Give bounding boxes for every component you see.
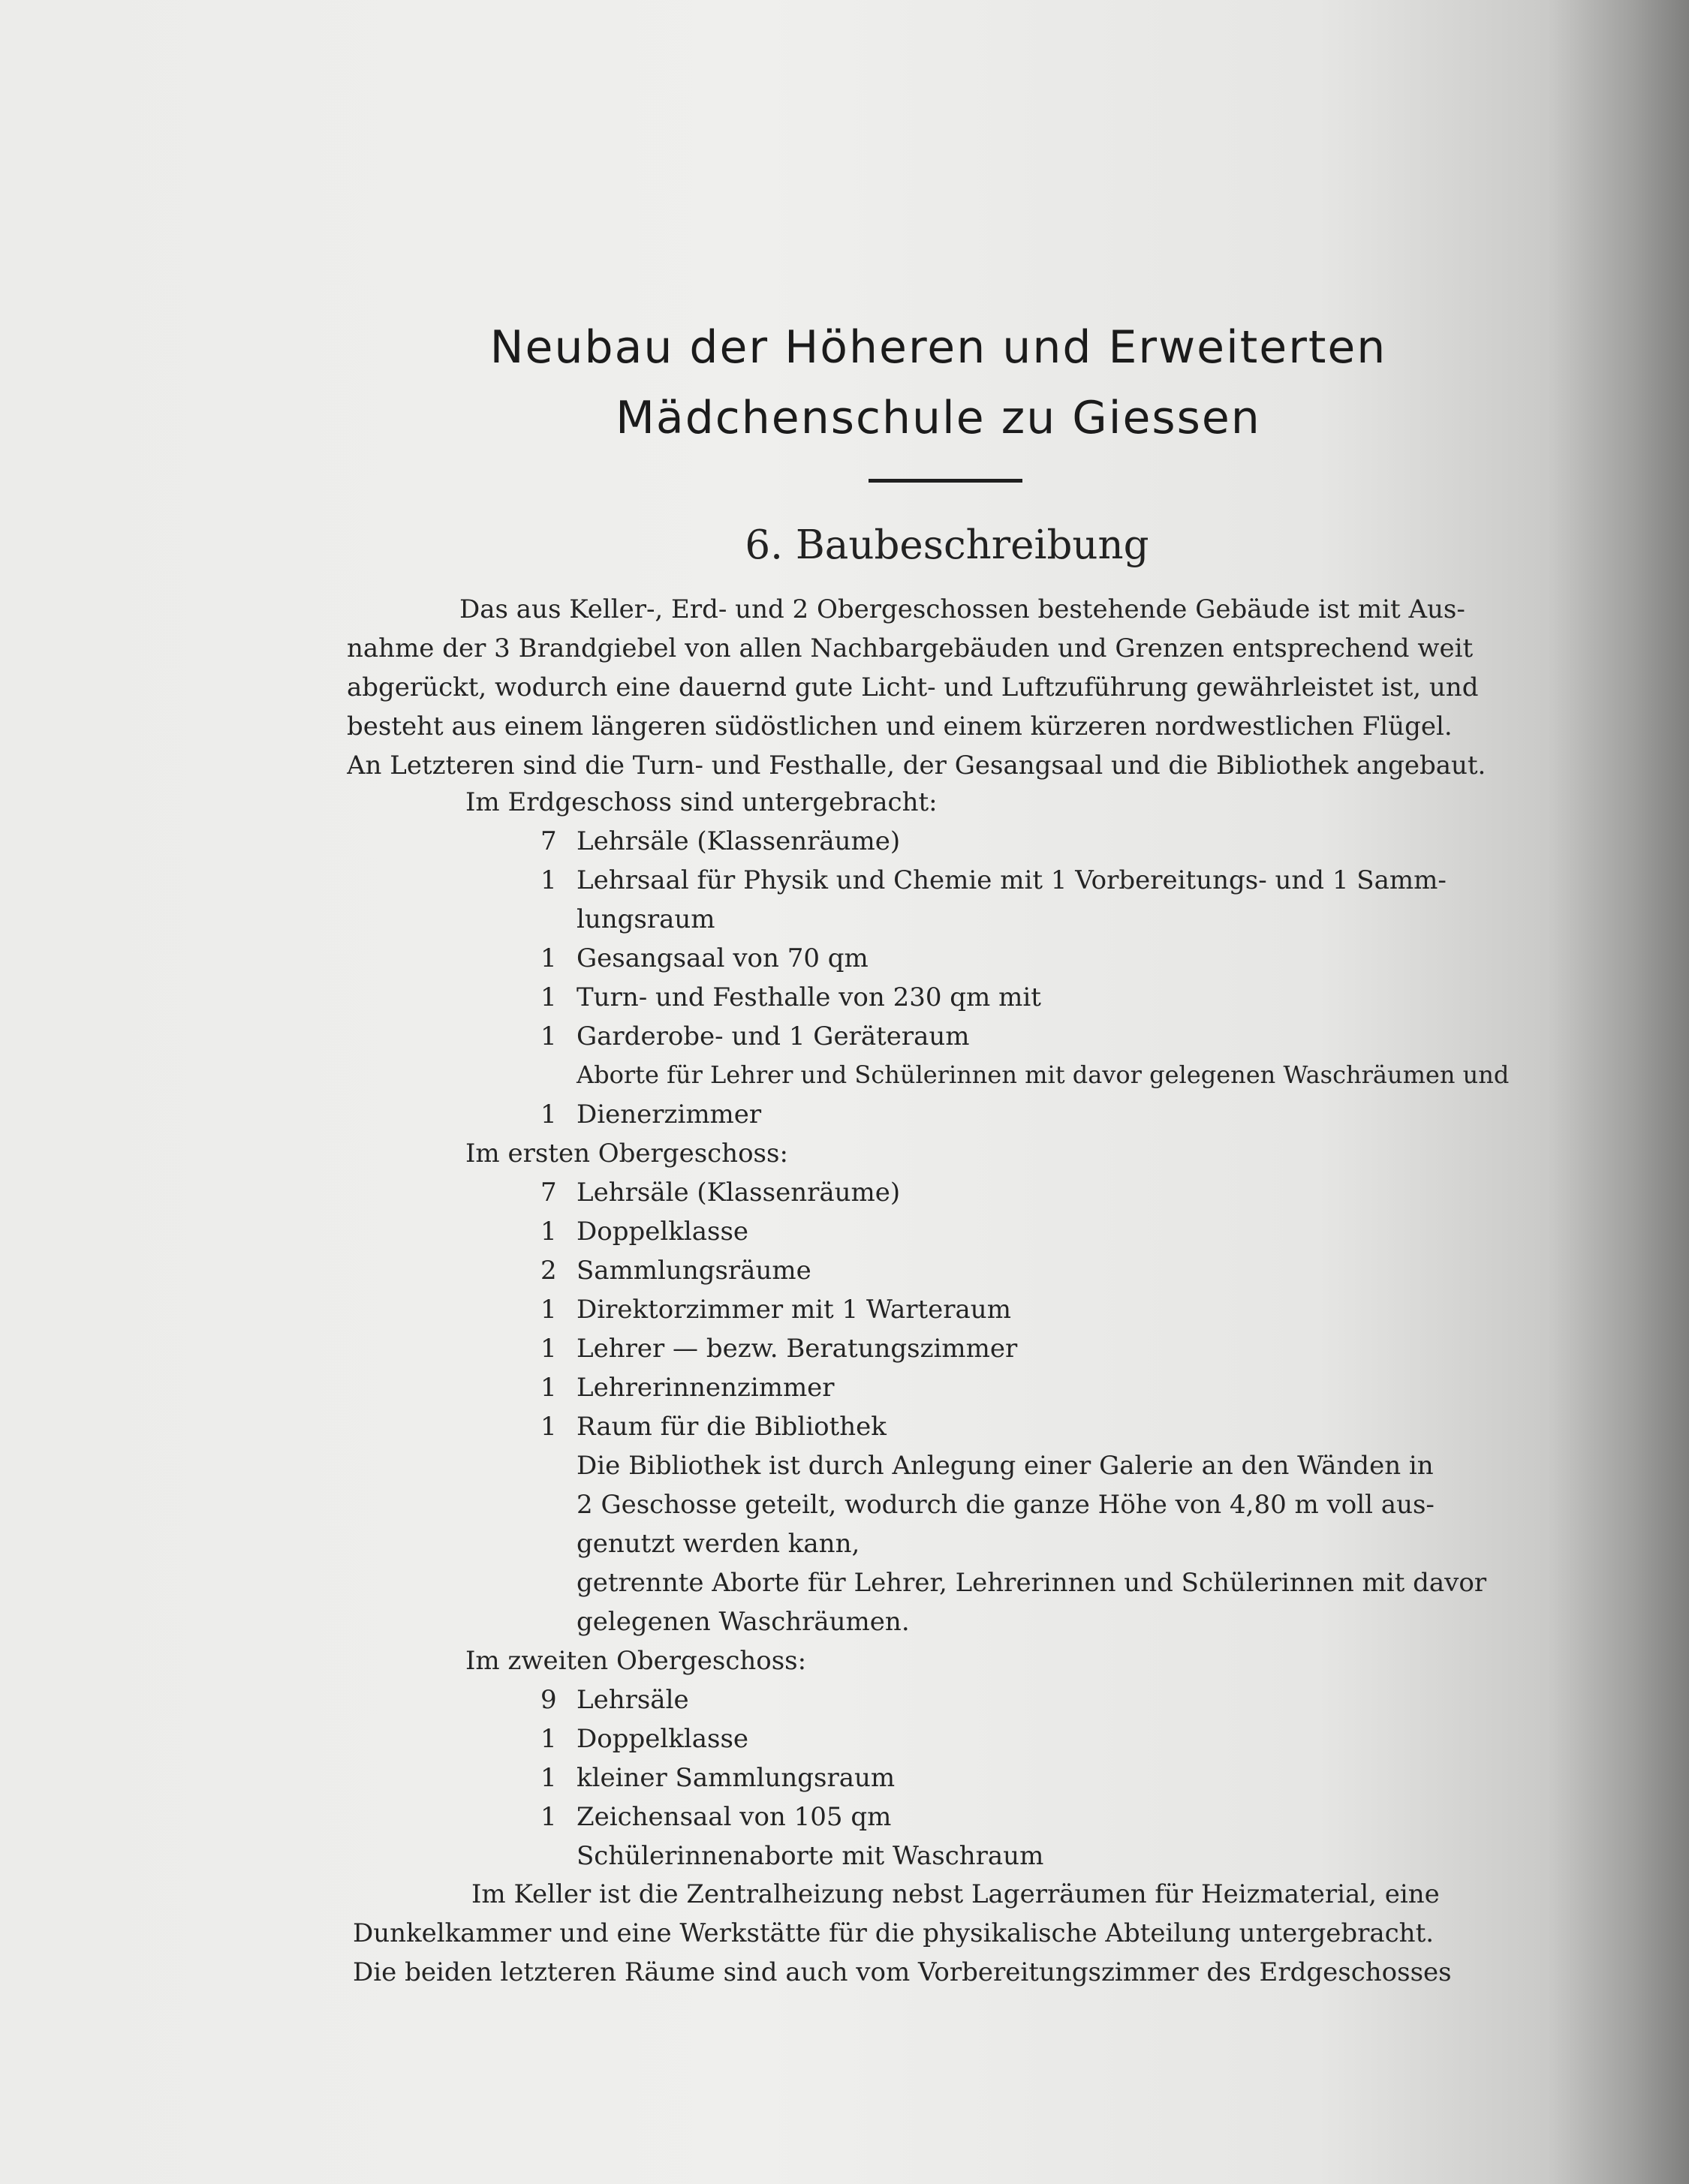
item-count: 1 xyxy=(540,1334,557,1364)
aborte-note-line: getrennte Aborte für Lehrer, Lehrerinnen und Schülerinnen mit davor xyxy=(577,1568,1487,1598)
intro-paragraph xyxy=(347,590,1548,785)
item-count: 9 xyxy=(540,1685,557,1715)
library-note-line: genutzt werden kann, xyxy=(577,1529,860,1559)
title-divider xyxy=(869,479,1022,483)
item-text: Aborte für Lehrer und Schülerinnen mit davor gelegenen Waschräumen und xyxy=(577,1060,1510,1089)
item-count: 1 xyxy=(540,1802,557,1832)
item-text: Lehrsäle xyxy=(577,1685,689,1715)
keller-line: Die beiden letzteren Räume sind auch vom Vorbereitungszimmer des Erdgeschosses xyxy=(353,1957,1452,1987)
item-count: 1 xyxy=(540,1100,557,1130)
item-count: 1 xyxy=(540,1217,557,1247)
intro-line: besteht aus einem längeren südöstlichen und einem kürzeren nordwestlichen Flügel. xyxy=(347,711,1453,742)
item-text: Dienerzimmer xyxy=(577,1100,762,1130)
intro-line: abgerückt, wodurch eine dauernd gute Licht- und Luftzuführung gewährleistet ist, und xyxy=(347,672,1479,702)
keller-paragraph xyxy=(353,1879,1554,1996)
item-text: lungsraum xyxy=(577,904,715,934)
item-count: 1 xyxy=(540,1373,557,1403)
item-text: Sammlungsräume xyxy=(577,1256,811,1286)
item-text: Gesangsaal von 70 qm xyxy=(577,943,869,973)
intro-line: An Letzteren sind die Turn- und Festhalle, der Gesangsaal und die Bibliothek angebaut. xyxy=(347,751,1486,781)
item-text: Lehrsäle (Klassenräume) xyxy=(577,1178,901,1208)
item-count: 1 xyxy=(540,1763,557,1793)
document-title-line-2: Mädchenschule zu Giessen xyxy=(616,392,1261,444)
item-count: 1 xyxy=(540,982,557,1012)
item-text: Doppelklasse xyxy=(577,1217,749,1247)
item-text: kleiner Sammlungsraum xyxy=(577,1763,896,1793)
item-text: Lehrer — bezw. Beratungszimmer xyxy=(577,1334,1018,1364)
item-text: Garderobe- und 1 Geräteraum xyxy=(577,1021,970,1051)
zweites-obergeschoss-heading: Im zweiten Obergeschoss: xyxy=(465,1646,807,1676)
item-text: Direktorzimmer mit 1 Warteraum xyxy=(577,1295,1011,1325)
intro-line: Das aus Keller-, Erd- und 2 Obergeschossen bestehende Gebäude ist mit Aus- xyxy=(459,594,1465,624)
item-text: Zeichensaal von 105 qm xyxy=(577,1802,892,1832)
section-heading: 6. Baubeschreibung xyxy=(745,522,1149,568)
item-text: Lehrsaal für Physik und Chemie mit 1 Vorbereitungs- und 1 Samm- xyxy=(577,865,1447,895)
item-count: 1 xyxy=(540,1021,557,1051)
library-note-line: 2 Geschosse geteilt, wodurch die ganze Höhe von 4,80 m voll aus- xyxy=(577,1490,1435,1520)
keller-line: Im Keller ist die Zentralheizung nebst Lagerräumen für Heizmaterial, eine xyxy=(471,1879,1440,1909)
item-text: Raum für die Bibliothek xyxy=(577,1412,887,1442)
library-note-line: Die Bibliothek ist durch Anlegung einer Galerie an den Wänden in xyxy=(577,1451,1434,1481)
intro-line: nahme der 3 Brandgiebel von allen Nachbargebäuden und Grenzen entsprechend weit xyxy=(347,633,1474,663)
keller-line: Dunkelkammer und eine Werkstätte für die physikalische Abteilung untergebracht. xyxy=(353,1918,1435,1948)
item-count: 7 xyxy=(540,826,557,856)
erdgeschoss-heading: Im Erdgeschoss sind untergebracht: xyxy=(465,787,938,817)
item-count: 1 xyxy=(540,943,557,973)
item-count: 1 xyxy=(540,1724,557,1754)
item-text: Schülerinnenaborte mit Waschraum xyxy=(577,1841,1044,1871)
aborte-note-line: gelegenen Waschräumen. xyxy=(577,1607,910,1637)
item-text: Lehrsäle (Klassenräume) xyxy=(577,826,901,856)
item-count: 1 xyxy=(540,1295,557,1325)
item-count: 7 xyxy=(540,1178,557,1208)
erstes-obergeschoss-heading: Im ersten Obergeschoss: xyxy=(465,1139,788,1169)
item-text: Lehrerinnenzimmer xyxy=(577,1373,835,1403)
document-title-line-1: Neubau der Höheren und Erweiterten xyxy=(489,321,1387,374)
item-count: 1 xyxy=(540,1412,557,1442)
item-count: 2 xyxy=(540,1256,557,1286)
item-text: Turn- und Festhalle von 230 qm mit xyxy=(577,982,1041,1012)
item-count: 1 xyxy=(540,865,557,895)
item-text: Doppelklasse xyxy=(577,1724,749,1754)
